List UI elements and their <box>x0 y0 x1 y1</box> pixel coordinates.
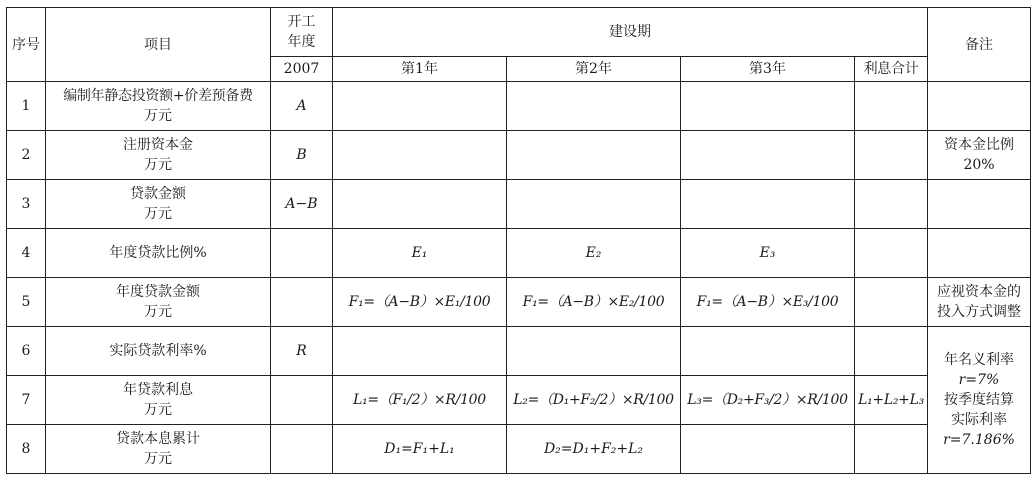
row-item-line2: 万元 <box>144 451 172 467</box>
row-item-line1: 年度贷款金额 <box>116 284 200 300</box>
row-year2 <box>507 131 681 180</box>
row-start-value <box>271 278 333 327</box>
row-item-line2: 万元 <box>144 157 172 173</box>
remark-line2: 投入方式调整 <box>937 304 1021 320</box>
row-item-line1: 贷款本息累计 <box>116 431 200 447</box>
row-year3 <box>681 327 855 376</box>
row-total <box>855 278 928 327</box>
row-year1: D₁=F₁+L₁ <box>333 425 507 474</box>
header-row-1 <box>7 8 1031 57</box>
row-total: L₁+L₂+L₃ <box>855 376 928 425</box>
row-item-line1: 年贷款利息 <box>123 382 193 398</box>
row-year1: L₁=（F₁/2）×R/100 <box>333 376 507 425</box>
header-seq: 序号 <box>7 8 46 82</box>
row-year2 <box>507 180 681 229</box>
remark-rate-line4: 实际利率 <box>951 412 1007 428</box>
row-item-line2: 万元 <box>144 304 172 320</box>
row-year3: F₁=（A−B）×E₃/100 <box>681 278 855 327</box>
table-row <box>7 82 1031 131</box>
row-item-line1: 贷款金额 <box>130 186 186 202</box>
row-item <box>46 131 271 180</box>
table-row <box>7 425 1031 474</box>
row-number: 1 <box>7 82 46 131</box>
row-remark <box>928 82 1031 131</box>
row-total <box>855 82 928 131</box>
header-start-year <box>271 8 333 57</box>
row-item: 年度贷款比例% <box>46 229 271 278</box>
row-item: 实际贷款利率% <box>46 327 271 376</box>
table-row <box>7 131 1031 180</box>
row-total <box>855 131 928 180</box>
row-item <box>46 376 271 425</box>
row-year1: E₁ <box>333 229 507 278</box>
row-year1 <box>333 131 507 180</box>
row-total <box>855 180 928 229</box>
table-row <box>7 229 1031 278</box>
row-number: 2 <box>7 131 46 180</box>
row-start-value <box>271 376 333 425</box>
row-number: 5 <box>7 278 46 327</box>
row-total <box>855 425 928 474</box>
row-item <box>46 278 271 327</box>
remark-rate-line3: 按季度结算 <box>944 392 1014 408</box>
row-item <box>46 425 271 474</box>
table-row <box>7 278 1031 327</box>
row-year3 <box>681 425 855 474</box>
row-year2: D₂=D₁+F₂+L₂ <box>507 425 681 474</box>
row-start-value: A <box>271 82 333 131</box>
row-remark <box>928 180 1031 229</box>
row-item-line2: 万元 <box>144 402 172 418</box>
row-number: 6 <box>7 327 46 376</box>
row-total <box>855 229 928 278</box>
row-remark <box>928 278 1031 327</box>
header-interest-total: 利息合计 <box>855 57 928 82</box>
row-remark <box>928 229 1031 278</box>
row-number: 8 <box>7 425 46 474</box>
row-item <box>46 82 271 131</box>
row-year3 <box>681 82 855 131</box>
header-start-year-line1: 开工 <box>287 14 316 30</box>
remark-line1: 应视资本金的 <box>937 284 1021 300</box>
remark-rate-line5: r=7.186% <box>943 432 1015 448</box>
row-start-value <box>271 229 333 278</box>
row-year2: L₂=（D₁+F₂/2）×R/100 <box>507 376 681 425</box>
row-total <box>855 327 928 376</box>
remark-line2: 20% <box>963 157 995 173</box>
header-year-value: 2007 <box>271 57 333 82</box>
row-start-value <box>271 425 333 474</box>
header-year-1: 第1年 <box>333 57 507 82</box>
row-item-line1: 注册资本金 <box>123 137 193 153</box>
row-year1 <box>333 82 507 131</box>
header-item: 项目 <box>46 8 271 82</box>
table-row <box>7 180 1031 229</box>
header-start-year-line2: 年度 <box>287 34 316 50</box>
header-construction-period: 建设期 <box>333 8 928 57</box>
row-start-value: R <box>271 327 333 376</box>
row-year3: L₃=（D₂+F₃/2）×R/100 <box>681 376 855 425</box>
row-number: 7 <box>7 376 46 425</box>
row-start-value: B <box>271 131 333 180</box>
header-year-3: 第3年 <box>681 57 855 82</box>
table-row <box>7 327 1031 376</box>
table-row <box>7 376 1031 425</box>
row-number: 3 <box>7 180 46 229</box>
row-start-value: A−B <box>271 180 333 229</box>
row-year2 <box>507 82 681 131</box>
row-remark <box>928 131 1031 180</box>
row-item-line2: 万元 <box>144 108 172 124</box>
row-number: 4 <box>7 229 46 278</box>
header-year-2: 第2年 <box>507 57 681 82</box>
remark-rate-line2: r=7% <box>958 372 1000 388</box>
row-year2 <box>507 327 681 376</box>
row-year2: E₂ <box>507 229 681 278</box>
remark-line1: 资本金比例 <box>944 137 1014 153</box>
row-year3 <box>681 180 855 229</box>
remark-rate-line1: 年名义利率 <box>944 352 1014 368</box>
row-item-line2: 万元 <box>144 206 172 222</box>
header-remark: 备注 <box>928 8 1031 82</box>
row-year1: F₁=（A−B）×E₁/100 <box>333 278 507 327</box>
construction-interest-table <box>6 7 1031 474</box>
row-year3 <box>681 131 855 180</box>
row-year2: F₁=（A−B）×E₂/100 <box>507 278 681 327</box>
row-year1 <box>333 180 507 229</box>
row-item-line1: 编制年静态投资额+价差预备费 <box>63 88 253 104</box>
row-item <box>46 180 271 229</box>
row-year3: E₃ <box>681 229 855 278</box>
remark-interest-rate <box>928 327 1031 474</box>
row-year1 <box>333 327 507 376</box>
